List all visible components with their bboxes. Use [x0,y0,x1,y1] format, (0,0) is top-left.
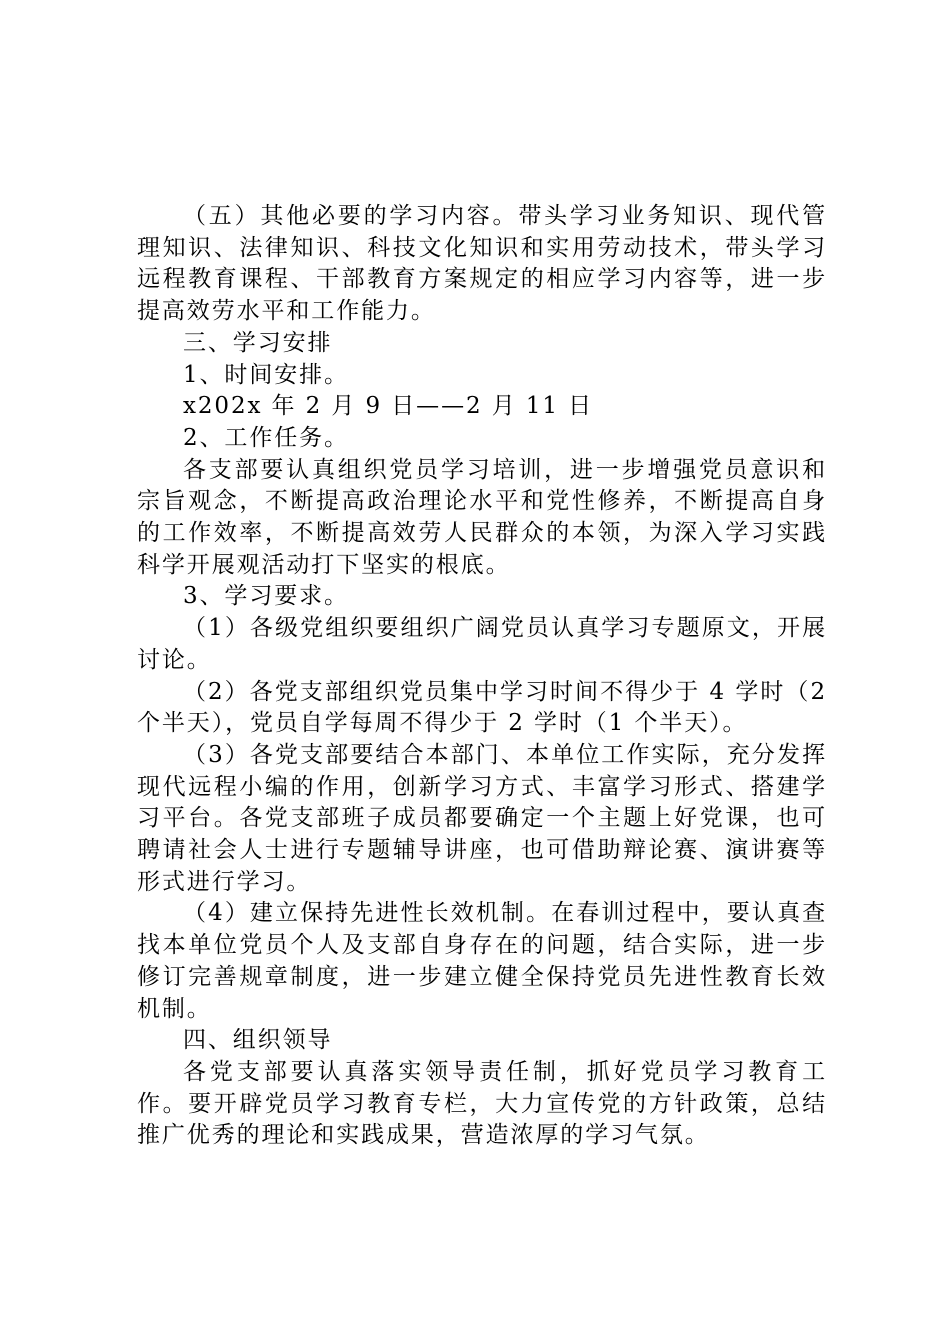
paragraph-other-content: （五）其他必要的学习内容。带头学习业务知识、现代管理知识、法律知识、科技文化知识和实用劳动技术，带头学习远程教育课程、干部教育方案规定的相应学习内容等，进一步提高效劳水平和工作能力。 [137,203,827,325]
requirement-item-2: （2）各党支部组织党员集中学习时间不得少于 4 学时（2 个半天），党员自学每周不得少于 2 学时（1 个半天）。 [137,678,827,737]
time-range: x202x 年 2 月 9 日——2 月 11 日 [183,393,593,420]
heading-organization-leadership: 四、组织领导 [183,1027,333,1054]
heading-work-tasks: 2、工作任务。 [183,424,349,451]
paragraph-work-tasks: 各支部要认真组织党员学习培训，进一步增强党员意识和宗旨观念，不断提高政治理论水平和党性修养，不断提高自身的工作效率，不断提高效劳人民群众的本领，为深入学习实践科学开展观活动打下坚实的根底。 [137,456,827,578]
requirement-item-4: （4）建立保持先进性长效机制。在春训过程中，要认真查找本单位党员个人及支部自身存在的问题，结合实际，进一步修订完善规章制度，进一步建立健全保持党员先进性教育长效机制。 [137,900,827,1022]
document-body [137,201,827,1152]
paragraph-organization-leadership: 各党支部要认真落实领导责任制，抓好党员学习教育工作。要开辟党员学习教育专栏，大力宣传党的方针政策，总结推广优秀的理论和实践成果，营造浓厚的学习气氛。 [137,1058,827,1149]
heading-study-arrangement: 三、学习安排 [183,329,333,356]
requirement-item-3: （3）各党支部要结合本部门、本单位工作实际，充分发挥现代远程小编的作用，创新学习方式、丰富学习形式、搭建学习平台。各党支部班子成员都要确定一个主题上好党课，也可聘请社会人士进行专题辅导讲座，也可借助辩论赛、演讲赛等形式进行学习。 [137,741,827,895]
heading-study-requirements: 3、学习要求。 [183,583,349,610]
heading-time-arrangement: 1、时间安排。 [183,361,349,388]
requirement-item-1: （1）各级党组织要组织广阔党员认真学习专题原文，开展讨论。 [137,615,827,673]
